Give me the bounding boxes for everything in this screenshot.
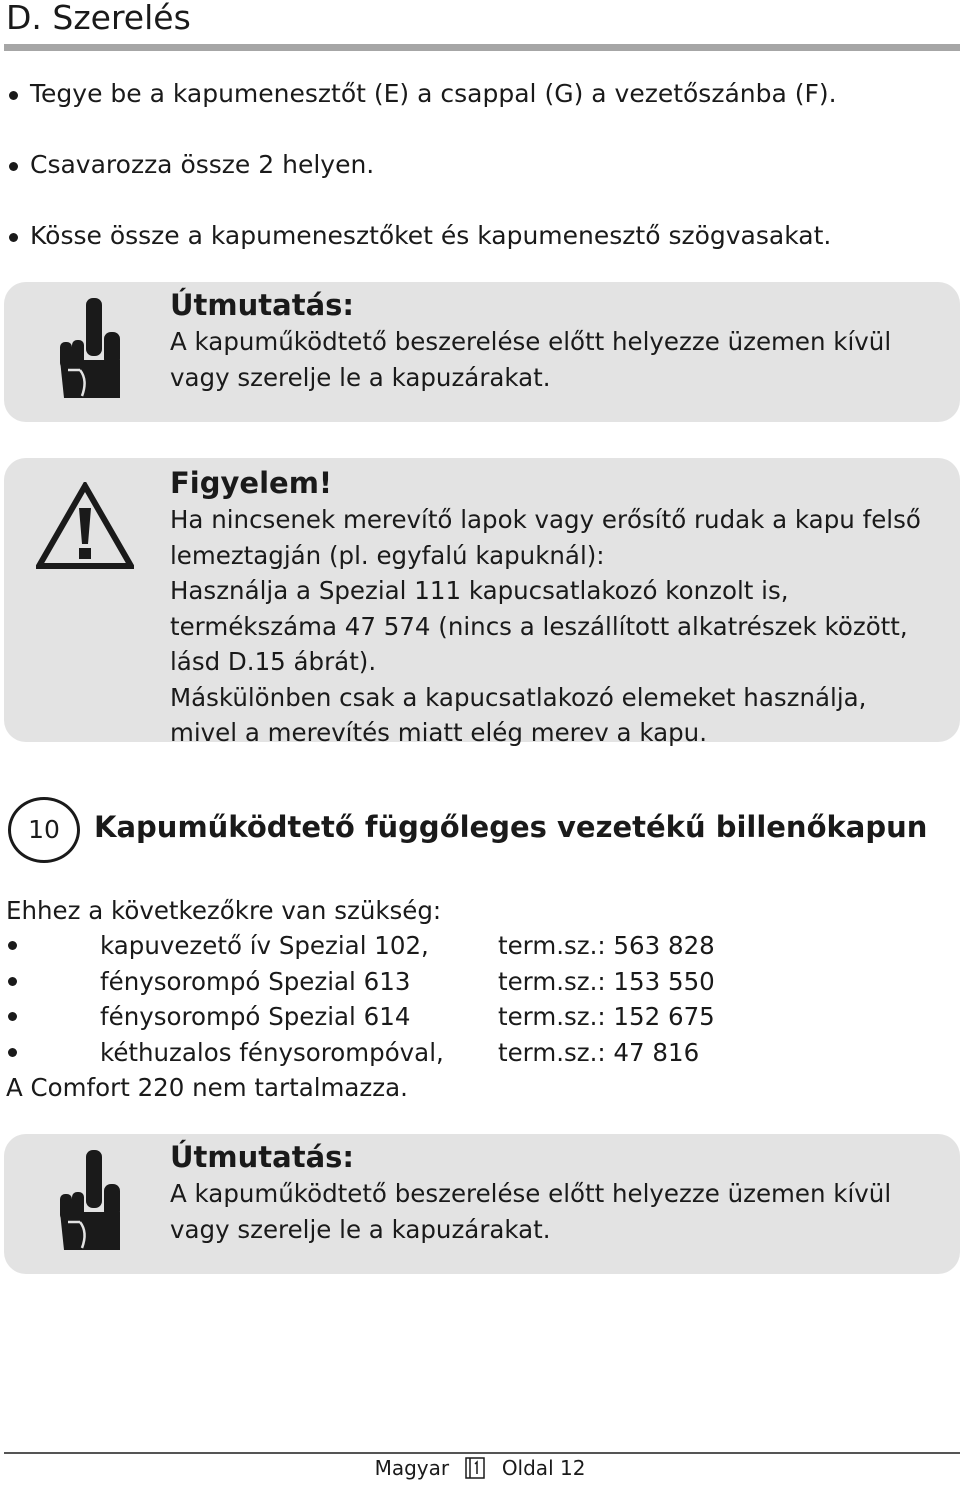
header-divider [4, 44, 960, 51]
warning-text: Máskülönben csak a kapucsatlakozó elemeket használja, mivel a merevítés miatt elég merev a kapu. [170, 682, 867, 747]
note-text: A kapuműködtető beszerelése előtt helyezze üzemen kívül vagy szerelje le a kapuzárakat. [170, 327, 892, 392]
footer-language: Magyar [374, 1456, 450, 1480]
requirement-name: kapuvezető ív Spezial 102, [100, 931, 429, 960]
list-item [6, 928, 946, 964]
requirements-list [6, 928, 946, 1070]
footer-page-number: Oldal 12 [501, 1456, 586, 1480]
bullet-icon [8, 1012, 17, 1021]
list-item: Csavarozza össze 2 helyen. [6, 147, 837, 218]
list-item [6, 999, 946, 1035]
requirement-name: fénysorompó Spezial 614 [100, 1002, 411, 1031]
warning-triangle-icon [36, 482, 134, 574]
list-item: Kösse össze a kapumenesztőket és kapumenesztő szögvasakat. [6, 218, 837, 289]
book-icon [465, 1457, 485, 1485]
list-item: Tegye be a kapumenesztőt (E) a csappal (G) a vezetőszánba (F). [6, 76, 837, 147]
requirement-code: term.sz.: 47 816 [498, 1037, 700, 1067]
requirements-footnote: A Comfort 220 nem tartalmazza. [6, 1073, 408, 1102]
pointing-hand-icon [58, 296, 126, 404]
requirement-code: term.sz.: 563 828 [498, 931, 715, 960]
note-box [4, 1134, 960, 1274]
section-heading [8, 797, 948, 861]
list-item [6, 1035, 946, 1071]
warning-box [4, 458, 960, 747]
footer-divider [4, 1452, 960, 1454]
note-box [4, 282, 960, 422]
requirement-name: fénysorompó Spezial 613 [100, 966, 411, 996]
section-number: 10 [8, 797, 80, 863]
bullet-icon [8, 941, 17, 950]
note-heading: Útmutatás: [170, 1140, 354, 1174]
warning-heading: Figyelem! [170, 466, 333, 500]
requirement-code: term.sz.: 152 675 [498, 1002, 715, 1031]
steps-list [6, 76, 837, 289]
page-title: D. Szerelés [6, 0, 191, 37]
section-title: Kapuműködtető függőleges vezetékű billenőkapun [94, 810, 928, 844]
requirement-code: term.sz.: 153 550 [498, 966, 715, 996]
list-item [6, 964, 946, 1000]
requirement-name: kéthuzalos fénysorompóval, [100, 1037, 444, 1067]
requirements-intro: Ehhez a következőkre van szükség: [6, 896, 442, 925]
bullet-icon [8, 1048, 17, 1057]
bullet-icon [8, 977, 17, 986]
warning-text: Használja a Spezial 111 kapucsatlakozó konzolt is, termékszáma 47 574 (nincs a leszállított alkatrészek között, lásd D.15 ábrát). [170, 576, 908, 676]
page-footer [0, 1455, 960, 1485]
note-heading: Útmutatás: [170, 288, 354, 322]
warning-text: Ha nincsenek merevítő lapok vagy erősítő rudak a kapu felső lemeztagján (pl. egyfalú kapuknál): [170, 505, 921, 570]
note-text: A kapuműködtető beszerelése előtt helyezze üzemen kívül vagy szerelje le a kapuzárakat. [170, 1179, 892, 1244]
pointing-hand-icon [58, 1148, 126, 1256]
